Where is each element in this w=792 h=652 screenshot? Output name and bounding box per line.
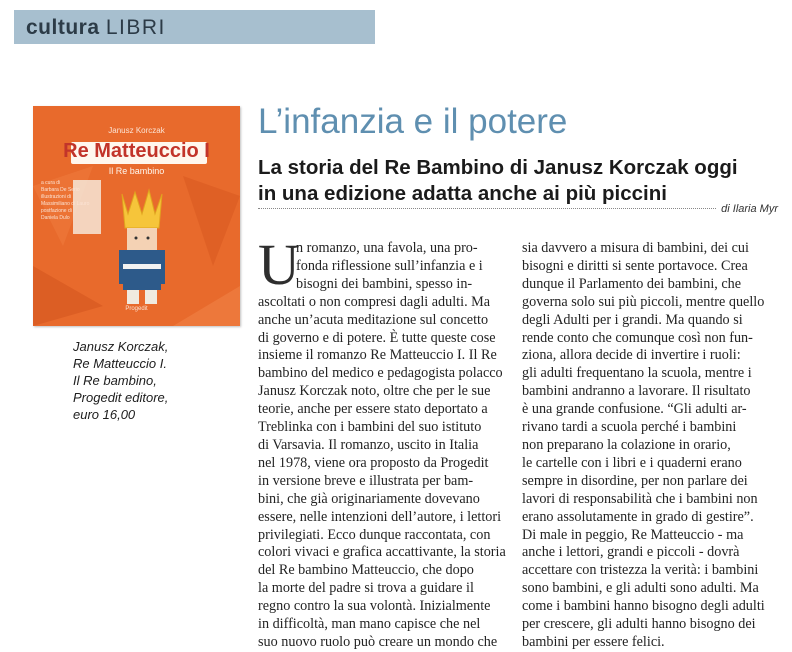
- body-line: rende conto che comunque così non fun-: [522, 329, 753, 346]
- body-line: ziona, allora decide di invertire i ruoli:: [522, 347, 741, 364]
- body-line: dunque il Parlamento dei bambini, che: [522, 275, 742, 292]
- subtitle-line: La storia del Re Bambino di Janusz Korczak oggi: [258, 156, 738, 179]
- caption-line: Progedit editore,: [73, 390, 169, 405]
- body-line: di Varsavia. Il romanzo, uscito in Italia: [258, 436, 479, 453]
- body-line: bambini per essere felici.: [522, 633, 665, 650]
- section-header-bar: [14, 10, 375, 44]
- body-line: regno contro la sua volontà. Inizialmente: [258, 598, 491, 615]
- caption-line: euro 16,00: [73, 407, 136, 422]
- body-line: degli Adulti per i grandi. Ma quando si: [522, 311, 743, 328]
- body-line: bisogni e diritti si sente portavoce. Crea: [522, 257, 748, 274]
- cover-subtitle: Il Re bambino: [108, 166, 165, 176]
- body-line: colori vivaci e grafica accattivante, la storia: [258, 544, 506, 561]
- section-kicker-label: LIBRI: [105, 16, 166, 39]
- body-line: insieme il romanzo Re Matteuccio I. Il Re: [258, 347, 497, 364]
- body-line: erano assolutamente in grado di gestire”.: [522, 508, 754, 525]
- section-kicker: [26, 16, 166, 40]
- body-line: ascoltati o non compresi dagli adulti. Ma: [258, 293, 491, 310]
- book-caption: [73, 338, 223, 423]
- cover-credit-line: Barbara De Serio: [41, 187, 80, 193]
- body-line: del Re bambino Matteuccio, che dopo: [258, 562, 474, 579]
- body-line: in difficoltà, man mano capisce che nel: [258, 616, 481, 633]
- body-line: in versione breve e illustrata per bam-: [258, 472, 474, 489]
- subtitle-line: in una edizione adatta anche ai più piccini: [258, 182, 667, 205]
- section-kicker-bold: cultura: [26, 16, 100, 39]
- body-line: anche i lettori, grandi e piccoli - dovrà: [522, 544, 740, 561]
- body-line: bambini andranno a lavorare. Il risultato: [522, 383, 751, 400]
- body-line: di governo e di potere. È tutte queste cose: [258, 329, 496, 346]
- body-column-2: [522, 240, 772, 652]
- body-line: Treblinka con i bambini del suo istituto: [258, 419, 482, 436]
- book-cover-image: [33, 106, 240, 326]
- drop-cap: U: [258, 232, 300, 297]
- body-line: sempre in disordine, per non parlare dei: [522, 472, 748, 489]
- byline: di Ilaria Myr: [717, 203, 778, 215]
- body-line: come i bambini hanno bisogno degli adulti: [522, 598, 765, 615]
- body-line: n romanzo, una favola, una pro-: [296, 240, 478, 256]
- cover-credit-line: postfazione di: [41, 208, 72, 214]
- body-line: rivano tardi a scuola perché i bambini: [522, 419, 737, 436]
- byline-rule: [258, 208, 778, 210]
- body-line: governa solo sui più piccoli, mentre quello: [522, 293, 765, 310]
- body-line: la morte del padre si trova a guidare il: [258, 580, 474, 597]
- body-line: nel 1978, viene ora proposto da Progedit: [258, 454, 489, 471]
- cover-credits: [41, 180, 111, 222]
- body-line: lavori di responsabilità che i bambini non: [522, 490, 758, 507]
- body-line: bini, che già originariamente dovevano: [258, 490, 480, 507]
- body-line: Janusz Korczak noto, oltre che per le sue: [258, 383, 491, 400]
- caption-line: Il Re bambino,: [73, 373, 157, 388]
- cover-credit-line: illustrazioni di: [41, 194, 72, 200]
- body-line: non preparano la colazione in orario,: [522, 436, 731, 453]
- body-line: Di male in peggio, Re Matteuccio - ma: [522, 526, 744, 543]
- caption-line: Re Matteuccio I.: [73, 356, 167, 371]
- body-line: fonda riflessione sull’infanzia e i: [296, 257, 483, 274]
- body-line: suo nuovo ruolo può creare un mondo che: [258, 633, 498, 650]
- body-line: sono bambini, e gli adulti sono adulti. Ma: [522, 580, 759, 597]
- body-line: accettare con tristezza la verità: i bambini: [522, 562, 759, 579]
- article-subtitle: [258, 155, 778, 207]
- body-line: gli adulti frequentano la scuola, mentre i: [522, 365, 752, 382]
- body-line: bisogni dei bambini, spesso in-: [296, 275, 473, 292]
- body-column-1: [258, 232, 506, 652]
- body-line: bambino del medico e pedagogista polacco: [258, 365, 503, 382]
- body-line: privilegiati. Ecco dunque raccontata, con: [258, 526, 491, 543]
- body-line: le cartelle con i libri e i quaderni erano: [522, 454, 742, 471]
- body-line: sia davvero a misura di bambini, dei cui: [522, 240, 749, 256]
- caption-line: Janusz Korczak,: [73, 339, 169, 354]
- body-line: per crescere, gli adulti hanno bisogno dei: [522, 616, 756, 633]
- body-line: essere, nelle intenzioni dell’autore, i lettori: [258, 508, 502, 525]
- body-line: teorie, anche per essere stato deportato a: [258, 401, 488, 418]
- article-title: L’infanzia e il potere: [258, 102, 568, 141]
- cover-credit-line: Daniela Dulo: [41, 215, 70, 221]
- cover-title: Re Matteuccio I: [63, 140, 210, 162]
- cover-credit-line: Massimiliano di Lauro: [41, 201, 90, 207]
- body-line: anche un’acuta meditazione sul concetto: [258, 311, 489, 328]
- body-line: è una grande confusione. “Gli adulti ar-: [522, 401, 747, 418]
- cover-author: Janusz Korczak: [108, 126, 165, 135]
- cover-credit-line: a cura di: [41, 180, 61, 186]
- cover-publisher: Progedit: [125, 306, 148, 312]
